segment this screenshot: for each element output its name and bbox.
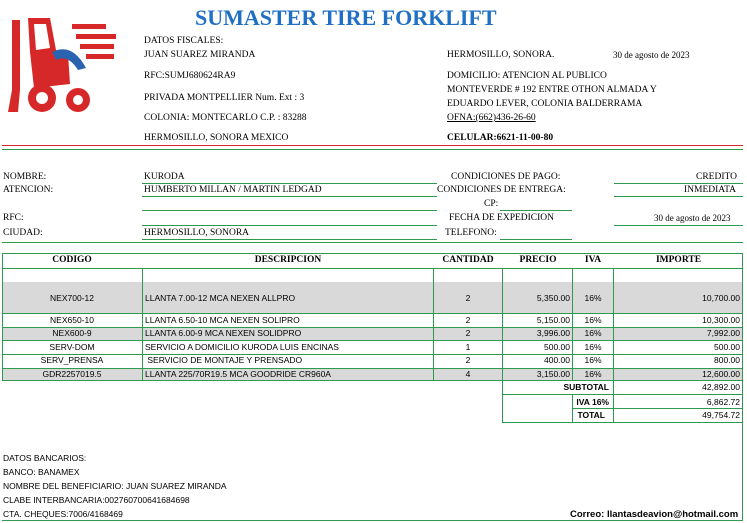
cell-precio: 400.00 [544,355,570,365]
bank-cheques: CTA. CHEQUES:7006/4168469 [3,509,123,519]
contact-email: Correo: llantasdeavion@hotmail.com [570,509,739,520]
col-header-importe: IMPORTE [655,255,702,265]
cell-importe: 10,700.00 [702,293,740,303]
pago-value: CREDITO [696,172,737,182]
company-title: SUMASTER TIRE FORKLIFT [195,5,497,30]
cell-descripcion: LLANTA 225/70R19.5 MCA GOODRIDE CR960A [145,369,331,379]
owner-street: PRIVADA MONTPELLIER Num. Ext : 3 [144,93,305,103]
cell-iva: 16% [584,293,602,303]
cell-iva: 16% [584,328,602,338]
cell-cantidad: 2 [465,355,471,365]
cell-descripcion: SERVICIO DE MONTAJE Y PRENSADO [145,355,303,365]
nombre-value: KURODA [144,172,185,182]
owner-city: HERMOSILLO, SONORA MEXICO [144,133,289,143]
domicilio-line-3: EDUARDO LEVER, COLONIA BALDERRAMA [447,99,643,109]
col-header-codigo: CODIGO [52,255,92,265]
col-header-iva: IVA [584,255,602,265]
pago-label: CONDICIONES DE PAGO: [451,172,561,182]
subtotal-value: 42,892.00 [702,382,740,392]
cell-importe: 500.00 [714,342,740,352]
cell-codigo: NEX600-9 [52,328,92,338]
bank-title: DATOS BANCARIOS: [3,453,87,463]
domicilio-line-1: DOMICILIO: ATENCION AL PUBLICO [447,71,607,81]
cell-iva: 16% [584,369,602,379]
total-label: TOTAL [577,410,605,420]
cell-phone: CELULAR:6621-11-00-80 [447,133,554,143]
ciudad-label: CIUDAD: [3,228,43,238]
ciudad-value: HERMOSILLO, SONORA [144,228,250,238]
telefono-label: TELEFONO: [445,228,497,238]
expedicion-label: FECHA DE EXPEDICION [449,213,555,223]
cell-importe: 10,300.00 [702,315,740,325]
cell-codigo: NEX700-12 [50,293,94,303]
owner-name: JUAN SUAREZ MIRANDA [144,50,256,60]
rfc-label: RFC: [3,213,24,223]
cell-precio: 5,350.00 [536,293,570,303]
bank-name: BANCO: BANAMEX [3,467,80,477]
cell-cantidad: 2 [465,315,471,325]
cell-cantidad: 2 [465,293,471,303]
total-value: 49,754.72 [702,410,740,420]
cell-descripcion: LLANTA 6.50-10 MCA NEXEN SOLIPRO [145,315,300,325]
atencion-value: HUMBERTO MILLAN / MARTIN LEDGAD [144,185,322,195]
issue-date: 30 de agosto de 2023 [613,50,690,60]
col-header-descripcion: DESCRIPCION [254,255,322,265]
office-phone: OFNA:(662)436-26-60 [447,113,536,123]
cell-codigo: NEX650-10 [50,315,94,325]
col-header-precio: PRECIO [519,255,557,265]
atencion-label: ATENCION: [3,185,54,195]
cell-iva: 16% [584,355,602,365]
cell-importe: 7,992.00 [706,328,740,338]
cell-codigo: GDR2257019.5 [42,369,102,379]
header-divider-green [2,149,743,150]
bank-clabe: CLABE INTERBANCARIA:002760700641684698 [3,495,190,505]
entrega-value: INMEDIATA [684,185,737,195]
bank-beneficiary: NOMBRE DEL BENEFICIARIO: JUAN SUAREZ MIRANDA [3,481,227,491]
cell-importe: 12,600.00 [702,369,740,379]
cell-iva: 16% [584,342,602,352]
cell-cantidad: 2 [465,328,471,338]
fiscal-label: DATOS FISCALES: [144,36,224,46]
subtotal-label: SUBTOTAL [563,382,609,392]
cell-precio: 3,150.00 [536,369,570,379]
iva-value: 6,862.72 [706,397,740,407]
owner-rfc: RFC:SUMJ680624RA9 [144,71,236,81]
issue-place: HERMOSILLO, SONORA. [447,50,555,60]
iva-label: IVA 16% [576,397,609,407]
cell-importe: 800.00 [714,355,740,365]
entrega-label: CONDICIONES DE ENTREGA: [437,185,566,195]
expedicion-value: 30 de agosto de 2023 [654,213,731,223]
cell-descripcion: LLANTA 6.00-9 MCA NEXEN SOLIDPRO [145,328,302,338]
client-divider [2,242,743,243]
cell-cantidad: 1 [465,342,471,352]
cell-precio: 3,996.00 [536,328,570,338]
nombre-label: NOMBRE: [3,172,47,182]
cell-descripcion: LLANTA 7.00-12 MCA NEXEN ALLPRO [145,293,296,303]
owner-colonia: COLONIA: MONTECARLO C.P. : 83288 [144,113,307,123]
cell-codigo: SERV_PRENSA [40,355,104,365]
header-divider-red [2,145,743,146]
cp-label: CP: [484,199,499,209]
domicilio-line-2: MONTEVERDE # 192 ENTRE OTHON ALMADA Y [447,85,657,95]
cell-iva: 16% [584,315,602,325]
cell-precio: 500.00 [544,342,570,352]
cell-codigo: SERV-DOM [49,342,95,352]
cell-precio: 5,150.00 [536,315,570,325]
forklift-logo [6,12,126,120]
cell-cantidad: 4 [465,369,471,379]
cell-descripcion: SERVICIO A DOMICILIO KURODA LUIS ENCINAS [145,342,339,352]
col-header-cantidad: CANTIDAD [442,255,494,265]
